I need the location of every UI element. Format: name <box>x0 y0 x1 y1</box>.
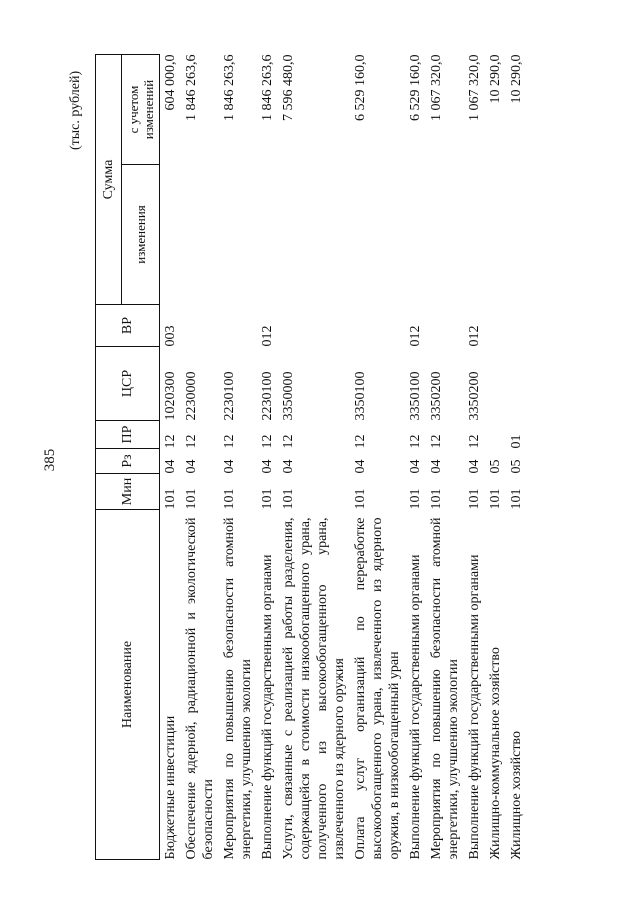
row-vr: 003 <box>163 325 178 347</box>
table-row <box>219 55 257 860</box>
row-csr: 3350100 <box>353 371 368 421</box>
row-total: 1 067 320,0 <box>467 54 482 121</box>
row-change <box>405 165 426 305</box>
row-change <box>160 165 182 305</box>
row-csr: 3350100 <box>408 371 423 421</box>
row-csr: 3350000 <box>281 371 296 421</box>
row-csr: 1020300 <box>163 371 178 421</box>
row-name: Обеспечение ядерной, радиационной и экологической безопасности <box>184 517 216 860</box>
header-with-change: с учетом изменений <box>122 55 160 165</box>
row-name: Выполнение функций государственными органами <box>260 554 275 860</box>
row-vr <box>181 305 219 347</box>
row-pr: 12 <box>222 434 237 449</box>
row-min: 101 <box>222 488 237 510</box>
row-min: 101 <box>488 488 503 510</box>
row-name: Выполнение функций государственными органами <box>467 554 482 860</box>
row-rz: 04 <box>184 459 199 474</box>
row-vr: 012 <box>408 325 423 347</box>
row-vr <box>426 305 464 347</box>
row-min: 101 <box>184 488 199 510</box>
row-rz: 05 <box>488 459 503 474</box>
row-name: Бюджетные инвестиции <box>163 715 178 860</box>
row-vr: 012 <box>260 325 275 347</box>
row-min: 101 <box>467 488 482 510</box>
row-vr: 012 <box>467 325 482 347</box>
row-csr: 2230100 <box>222 371 237 421</box>
row-total: 1 846 263,6 <box>184 54 199 121</box>
row-vr <box>219 305 257 347</box>
row-total: 1 846 263,6 <box>260 54 275 121</box>
row-rz: 04 <box>163 459 178 474</box>
table-row <box>426 55 464 860</box>
row-pr: 12 <box>281 434 296 449</box>
row-csr: 3350200 <box>467 371 482 421</box>
row-rz: 04 <box>260 459 275 474</box>
units-label: (тыс. рублей) <box>68 70 83 150</box>
row-name: Мероприятия по повышению безопасности атомной энергетики, улучшению экологии <box>429 517 461 860</box>
row-name: Жилищно-коммунальное хозяйство <box>488 647 503 860</box>
table-row <box>464 55 485 860</box>
row-change <box>464 165 485 305</box>
row-vr <box>350 305 405 347</box>
row-rz: 04 <box>281 459 296 474</box>
header-vr: ВР <box>96 305 160 347</box>
row-pr: 12 <box>408 434 423 449</box>
row-change <box>219 165 257 305</box>
table-row <box>181 55 219 860</box>
row-total: 6 529 160,0 <box>408 54 423 121</box>
row-name: Услуги, связанные с реализацией работы разделения, содержащейся в стоимости низкообогащенного урана, полученного из высокообогащенного урана, извлеченного из ядерного оружия <box>281 517 347 860</box>
row-pr: 12 <box>467 434 482 449</box>
table-row <box>485 55 506 860</box>
row-pr: 12 <box>163 434 178 449</box>
row-change <box>506 165 527 305</box>
header-sum: Сумма <box>96 55 122 305</box>
table-row <box>278 55 350 860</box>
row-name: Мероприятия по повышению безопасности атомной энергетики, улучшению экологии <box>222 517 254 860</box>
row-pr: 12 <box>429 434 444 449</box>
page-number: 385 <box>42 448 58 472</box>
header-min: Мин <box>96 474 160 510</box>
header-name: Наименование <box>96 510 160 860</box>
row-total: 10 290,0 <box>509 54 524 104</box>
row-rz: 04 <box>222 459 237 474</box>
row-name: Жилищное хозяйство <box>509 731 524 860</box>
header-csr: ЦСР <box>96 347 160 421</box>
row-vr <box>485 305 506 347</box>
table-row <box>405 55 426 860</box>
row-min: 101 <box>260 488 275 510</box>
row-total: 1 846 263,6 <box>222 54 237 121</box>
row-vr <box>506 305 527 347</box>
row-vr <box>278 305 350 347</box>
row-total: 6 529 160,0 <box>353 54 368 121</box>
row-change <box>278 165 350 305</box>
header-change: изменения <box>122 165 160 305</box>
row-min: 101 <box>353 488 368 510</box>
row-total: 604 000,0 <box>163 54 178 111</box>
table-row <box>350 55 405 860</box>
row-pr: 12 <box>184 434 199 449</box>
row-rz: 05 <box>509 459 524 474</box>
row-change <box>181 165 219 305</box>
row-pr: 12 <box>353 434 368 449</box>
row-change <box>257 165 278 305</box>
row-min: 101 <box>408 488 423 510</box>
row-change <box>350 165 405 305</box>
row-name: Выполнение функций государственными органами <box>408 554 423 860</box>
row-pr <box>485 421 506 449</box>
header-rz: Рз <box>96 449 160 474</box>
row-rz: 04 <box>429 459 444 474</box>
table-body <box>160 55 528 860</box>
row-min: 101 <box>163 488 178 510</box>
row-total: 7 596 480,0 <box>281 54 296 121</box>
row-rz: 04 <box>408 459 423 474</box>
row-rz: 04 <box>353 459 368 474</box>
budget-table <box>95 54 527 860</box>
table-row <box>160 55 182 860</box>
row-min: 101 <box>429 488 444 510</box>
table-row <box>506 55 527 860</box>
row-csr <box>506 347 527 421</box>
row-min: 101 <box>509 488 524 510</box>
row-rz: 04 <box>467 459 482 474</box>
row-csr: 2230100 <box>260 371 275 421</box>
row-pr: 01 <box>509 434 524 449</box>
row-pr: 12 <box>260 434 275 449</box>
row-min: 101 <box>281 488 296 510</box>
row-csr: 3350200 <box>429 371 444 421</box>
row-total: 1 067 320,0 <box>429 54 444 121</box>
row-total: 10 290,0 <box>488 54 503 104</box>
header-pr: ПР <box>96 421 160 449</box>
row-csr: 2230000 <box>184 371 199 421</box>
table-row <box>257 55 278 860</box>
table-header <box>96 55 160 860</box>
row-csr <box>485 347 506 421</box>
row-name: Оплата услуг организаций по переработке высокообогащенного урана, извлеченного из ядерного оружия, в низкообогащенный уран <box>353 517 402 860</box>
row-change <box>485 165 506 305</box>
row-change <box>426 165 464 305</box>
